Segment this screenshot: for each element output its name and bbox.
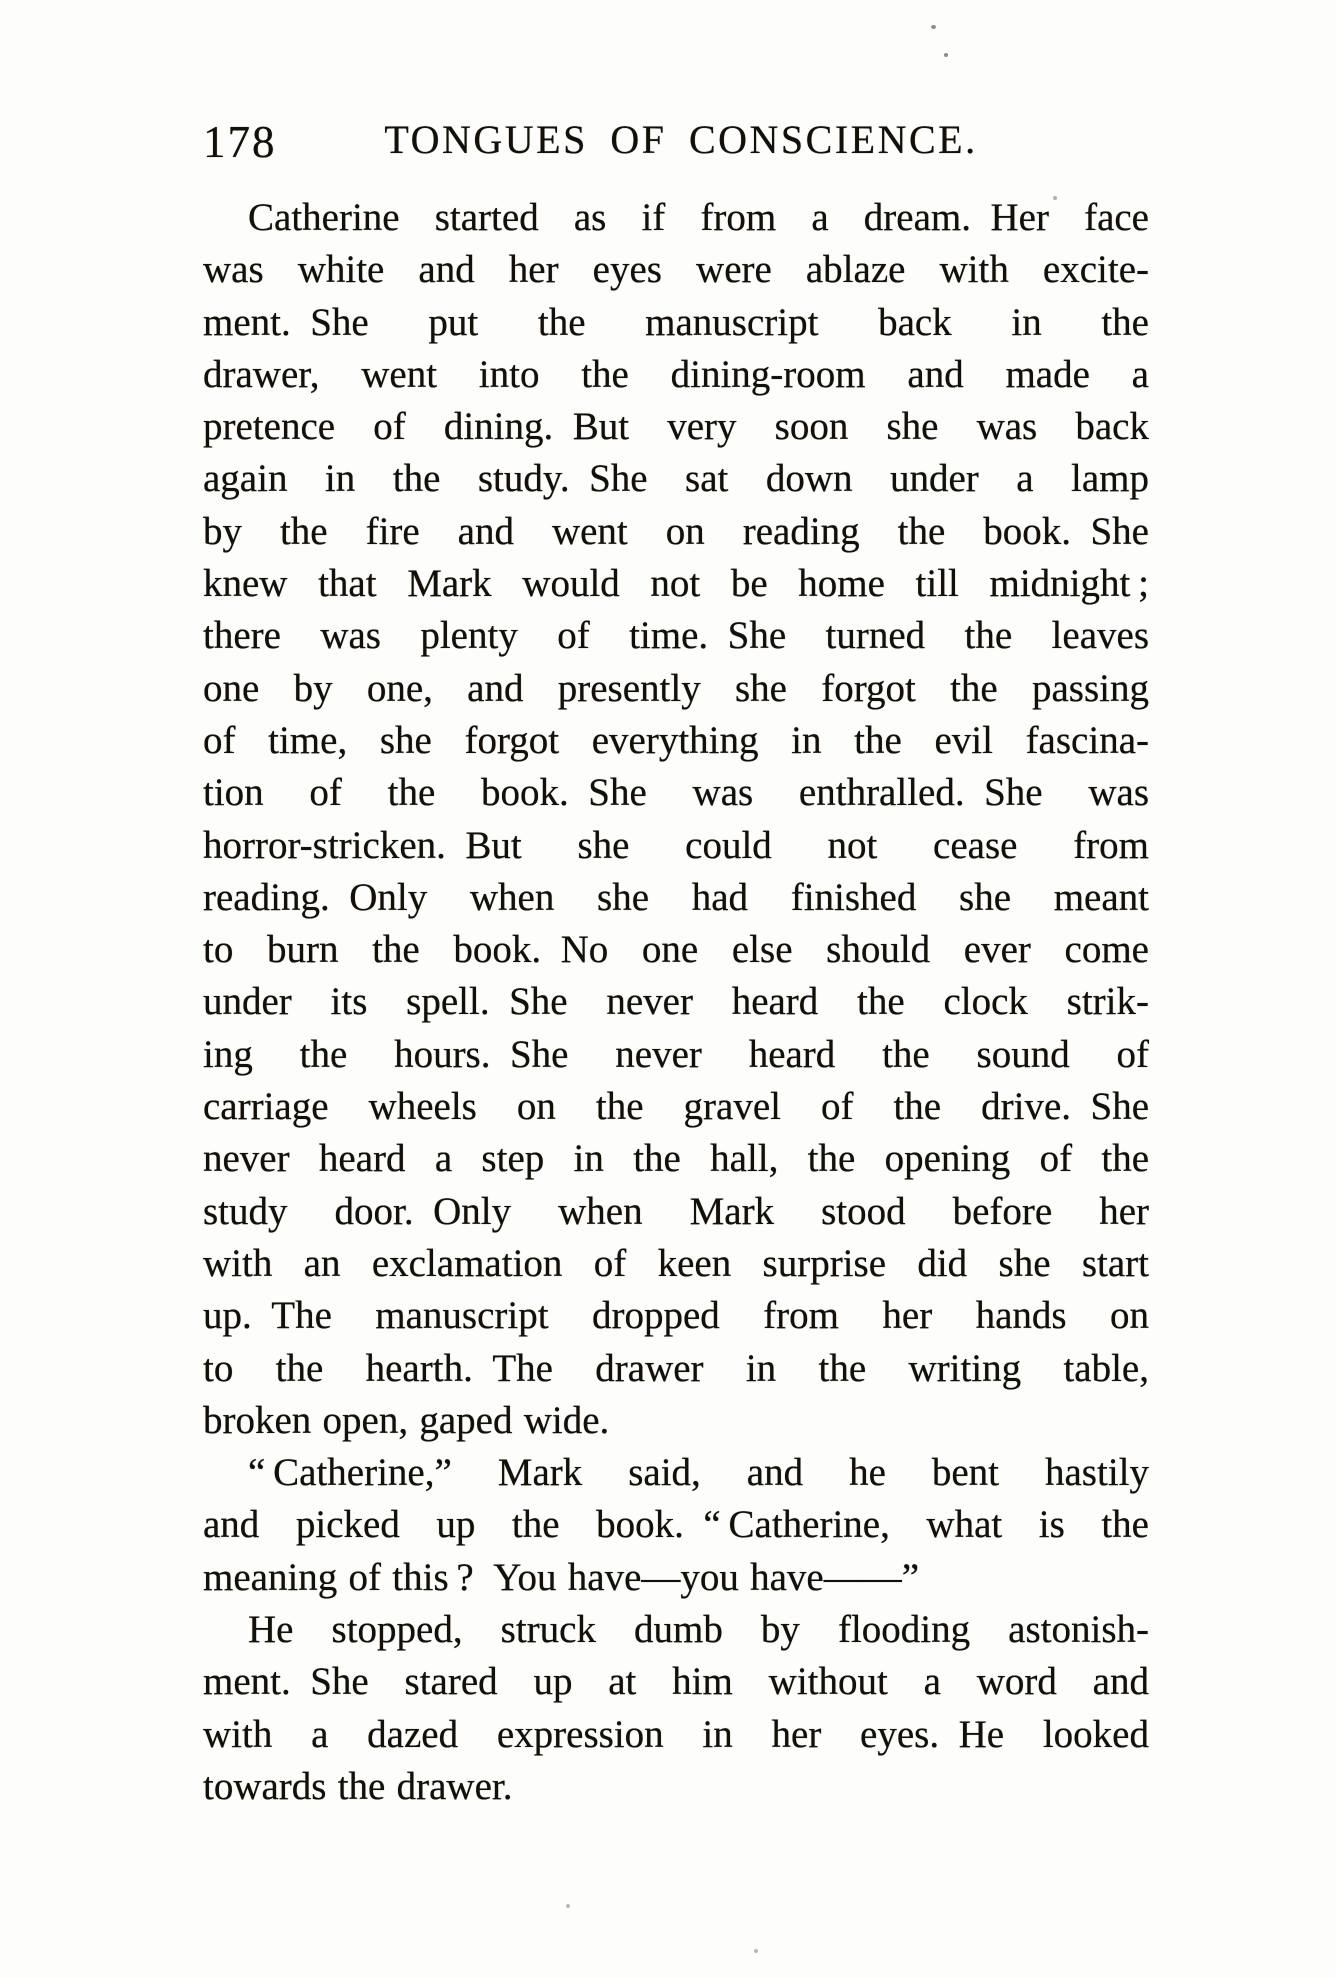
text-line: He stopped, struck dumb by flooding astonish- bbox=[248, 1608, 1149, 1652]
running-title: TONGUES OF CONSCIENCE. bbox=[384, 117, 978, 162]
text-line: to burn the book. No one else should ever come bbox=[203, 928, 1149, 972]
text-line: pretence of dining. But very soon she was back bbox=[203, 405, 1149, 449]
text-line: ment. She stared up at him without a word and bbox=[203, 1660, 1149, 1704]
scan-speck bbox=[566, 1904, 570, 1908]
text-line: reading. Only when she had finished she meant bbox=[203, 875, 1149, 919]
text-line: horror-stricken. But she could not cease from bbox=[203, 823, 1149, 867]
text-line: of time, she forgot everything in the evil fascina- bbox=[203, 718, 1149, 762]
text-line: by the fire and went on reading the book. She bbox=[203, 509, 1149, 553]
text-line: knew that Mark would not be home till midnight ; bbox=[203, 562, 1149, 606]
text-line: to the hearth. The drawer in the writing table, bbox=[203, 1346, 1149, 1390]
text-line: there was plenty of time. She turned the leaves bbox=[203, 614, 1149, 658]
text-line: tion of the book. She was enthralled. She was bbox=[203, 771, 1149, 815]
text-line: was white and her eyes were ablaze with excite- bbox=[203, 248, 1149, 292]
text-line: meaning of this ? You have—you have——” bbox=[203, 1555, 920, 1599]
text-line: under its spell. She never heard the clock strik- bbox=[203, 980, 1149, 1024]
scan-speck bbox=[944, 53, 948, 57]
scan-speck bbox=[754, 1949, 758, 1953]
text-line: one by one, and presently she forgot the passing bbox=[203, 666, 1149, 710]
text-line: and picked up the book. “ Catherine, what is the bbox=[203, 1503, 1149, 1547]
text-line: “ Catherine,” Mark said, and he bent hastily bbox=[248, 1451, 1149, 1495]
text-line: towards the drawer. bbox=[203, 1764, 513, 1808]
text-line: with a dazed expression in her eyes. He looked bbox=[203, 1712, 1149, 1756]
text-line: drawer, went into the dining-room and made a bbox=[203, 352, 1149, 396]
text-line: again in the study. She sat down under a lamp bbox=[203, 457, 1149, 501]
text-line: never heard a step in the hall, the opening of the bbox=[203, 1137, 1149, 1181]
text-line: with an exclamation of keen surprise did she start bbox=[203, 1241, 1149, 1285]
scan-speck bbox=[931, 25, 936, 29]
text-line: study door. Only when Mark stood before her bbox=[203, 1189, 1149, 1233]
text-line: Catherine started as if from a dream. Her face bbox=[248, 196, 1149, 239]
text-line: carriage wheels on the gravel of the drive. She bbox=[203, 1085, 1149, 1129]
body-text bbox=[203, 192, 1149, 1813]
text-line: up. The manuscript dropped from her hands on bbox=[203, 1294, 1149, 1338]
text-line: broken open, gaped wide. bbox=[203, 1398, 610, 1442]
page-number: 178 bbox=[203, 117, 277, 167]
page-header bbox=[203, 116, 1149, 167]
text-line: ing the hours. She never heard the sound of bbox=[203, 1032, 1149, 1076]
text-line: ment. She put the manuscript back in the bbox=[203, 300, 1149, 344]
